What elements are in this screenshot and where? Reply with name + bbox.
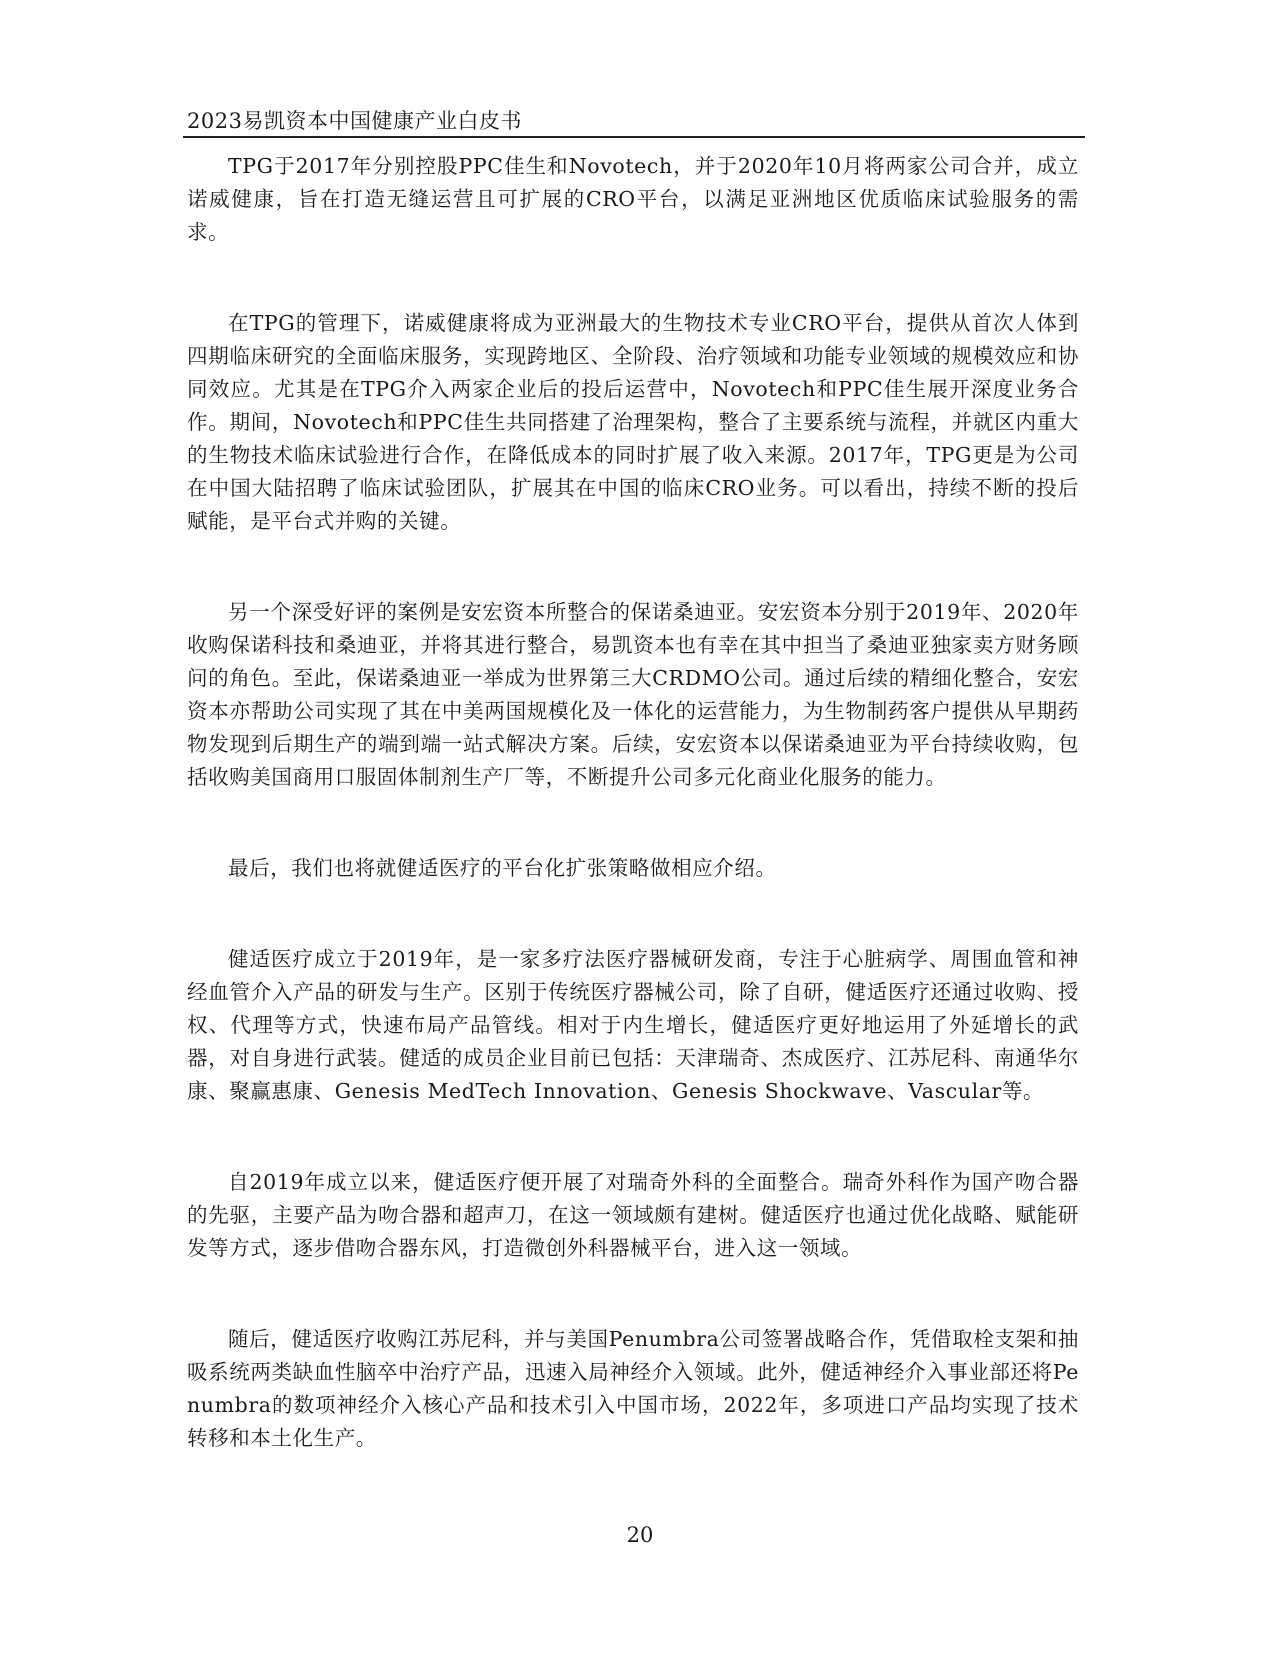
paragraph: 在TPG的管理下，诺威健康将成为亚洲最大的生物技术专业CRO平台，提供从首次人体到四期临床研究的全面临床服务，实现跨地区、全阶段、治疗领域和功能专业领域的规模效应和协同效应。尤其是在TPG介入两家企业后的投后运营中，Novotech和PPC佳生展开深度业务合作。期间，Novotech和PPC佳生共同搭建了治理架构，整合了主要系统与流程，并就区内重大的生物技术临床试验进行合作，在降低成本的同时扩展了收入来源。2017年，TPG更是为公司在中国大陆招聘了临床试验团队，扩展其在中国的临床CRO业务。可以看出，持续不断的投后赋能，是平台式并购的关键。 (187, 311, 1079, 533)
paragraph: 随后，健适医疗收购江苏尼科，并与美国Penumbra公司签署战略合作，凭借取栓支架和抽吸系统两类缺血性脑卒中治疗产品，迅速入局神经介入领域。此外，健适神经介入事业部还将Penumbra的数项神经介入核心产品和技术引入中国市场，2022年，多项进口产品均实现了技术转移和本土化生产。 (187, 1327, 1079, 1450)
body-text (187, 150, 1079, 1513)
paragraph: TPG于2017年分别控股PPC佳生和Novotech，并于2020年10月将两家公司合并，成立诺威健康，旨在打造无缝运营且可扩展的CRO平台，以满足亚洲地区优质临床试验服务的需求。 (187, 154, 1079, 244)
paragraph: 自2019年成立以来，健适医疗便开展了对瑞奇外科的全面整合。瑞奇外科作为国产吻合器的先驱，主要产品为吻合器和超声刀，在这一领域颇有建树。健适医疗也通过优化战略、赋能研发等方式，逐步借吻合器东风，打造微创外科器械平台，进入这一领域。 (187, 1170, 1079, 1260)
header-divider (183, 136, 1085, 138)
running-header: 2023易凯资本中国健康产业白皮书 (187, 109, 522, 133)
page-number: 20 (626, 1523, 654, 1547)
paragraph: 另一个深受好评的案例是安宏资本所整合的保诺桑迪亚。安宏资本分别于2019年、2020年收购保诺科技和桑迪亚，并将其进行整合，易凯资本也有幸在其中担当了桑迪亚独家卖方财务顾问的角色。至此，保诺桑迪亚一举成为世界第三大CRDMO公司。通过后续的精细化整合，安宏资本亦帮助公司实现了其在中美两国规模化及一体化的运营能力，为生物制药客户提供从早期药物发现到后期生产的端到端一站式解决方案。后续，安宏资本以保诺桑迪亚为平台持续收购，包括收购美国商用口服固体制剂生产厂等，不断提升公司多元化商业化服务的能力。 (187, 600, 1079, 789)
paragraph: 健适医疗成立于2019年，是一家多疗法医疗器械研发商，专注于心脏病学、周围血管和神经血管介入产品的研发与生产。区别于传统医疗器械公司，除了自研，健适医疗还通过收购、授权、代理等方式，快速布局产品管线。相对于内生增长，健适医疗更好地运用了外延增长的武器，对自身进行武装。健适的成员企业目前已包括：天津瑞奇、杰成医疗、江苏尼科、南通华尔康、聚赢惠康、Genesis MedTech Innovation、Genesis Shockwave、Vascular等。 (187, 947, 1079, 1103)
paragraph: 最后，我们也将就健适医疗的平台化扩张策略做相应介绍。 (228, 856, 777, 880)
